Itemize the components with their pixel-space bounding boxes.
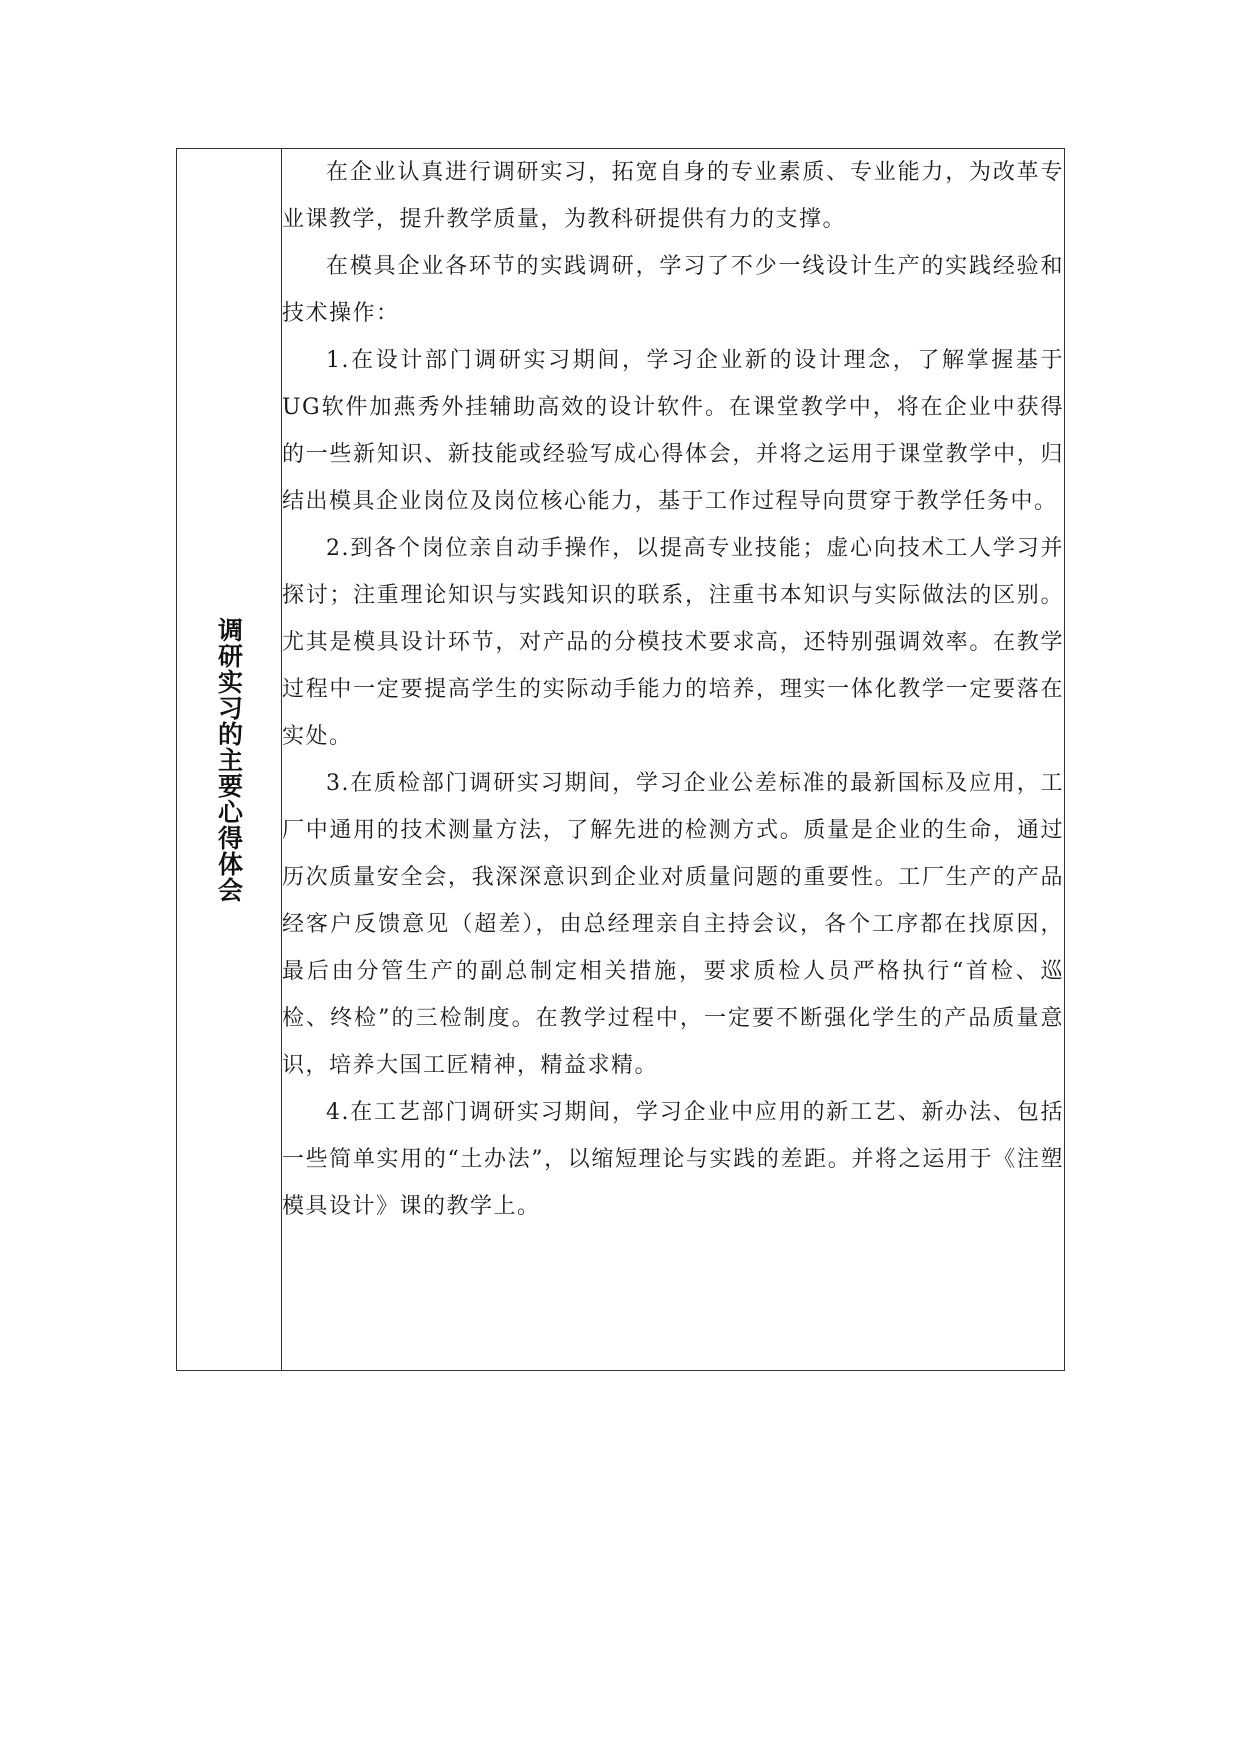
paragraph-process-dept: 4.在工艺部门调研实习期间，学习企业中应用的新工艺、新办法、包括一些简单实用的“土办法”，以缩短理论与实践的差距。并将之运用于《注塑模具设计》课的教学上。 <box>282 1100 1064 1219</box>
paragraph-hands-on: 2.到各个岗位亲自动手操作，以提高专业技能；虚心向技术工人学习并探讨；注重理论知识与实践知识的联系，注重书本知识与实际做法的区别。尤其是模具设计环节，对产品的分模技术要求高，还特别强调效率。在教学过程中一定要提高学生的实际动手能力的培养，理实一体化教学一定要落在实处。 <box>282 536 1064 749</box>
content-cell <box>282 149 1065 1371</box>
paragraph-quality-dept: 3.在质检部门调研实习期间，学习企业公差标准的最新国标及应用，工厂中通用的技术测量方法，了解先进的检测方式。质量是企业的生命，通过历次质量安全会，我深深意识到企业对质量问题的重要性。工厂生产的产品经客户反馈意见（超差），由总经理亲自主持会议，各个工序都在找原因，最后由分管生产的副总制定相关措施，要求质检人员严格执行“首检、巡检、终检”的三检制度。在教学过程中，一定要不断强化学生的产品质量意识，培养大国工匠精神，精益求精。 <box>282 771 1064 1078</box>
paragraph-intro: 在企业认真进行调研实习，拓宽自身的专业素质、专业能力，为改革专业课教学，提升教学质量，为教科研提供有力的支撑。 <box>282 160 1064 232</box>
paragraph-overview: 在模具企业各环节的实践调研，学习了不少一线设计生产的实践经验和技术操作： <box>282 254 1064 326</box>
table-row <box>177 149 1065 1371</box>
label-cell <box>177 149 282 1371</box>
section-label: 调研实习的主要心得体会 <box>214 616 244 903</box>
paragraph-design-dept: 1.在设计部门调研实习期间，学习企业新的设计理念，了解掌握基于UG软件加燕秀外挂辅助高效的设计软件。在课堂教学中，将在企业中获得的一些新知识、新技能或经验写成心得体会，并将之运用于课堂教学中，归结出模具企业岗位及岗位核心能力，基于工作过程导向贯穿于教学任务中。 <box>282 348 1064 514</box>
experience-table <box>176 148 1065 1371</box>
